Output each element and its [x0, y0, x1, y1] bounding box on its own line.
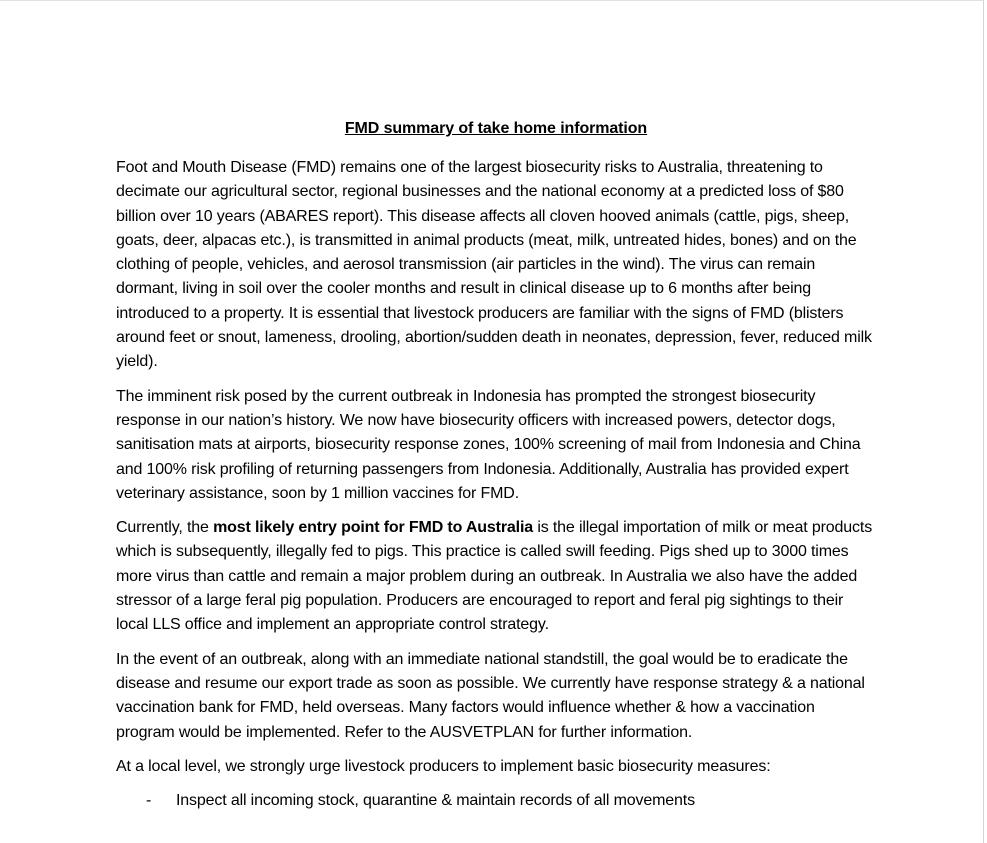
paragraph — [116, 516, 876, 637]
paragraph-text: At a local level, we strongly urge livestock producers to implement basic biosecurity measures: — [116, 757, 771, 775]
paragraph — [116, 156, 876, 375]
list-item-text: Inspect all incoming stock, quarantine & maintain records of all movements — [176, 792, 695, 810]
paragraph-text: Currently, the — [116, 519, 214, 537]
document-body — [116, 118, 876, 813]
paragraph — [116, 648, 876, 745]
bullet-list — [116, 789, 876, 813]
bullet-marker: - — [146, 792, 152, 810]
list-item — [116, 789, 876, 813]
paragraph — [116, 755, 876, 779]
paragraph — [116, 385, 876, 506]
paragraph-text: In the event of an outbreak, along with an immediate national standstill, the goal would be to eradicate the disease and resume our export trade as soon as possible. We currently have response strategy & a national vaccination bank for FMD, held overseas. Many factors would influence whether & how a vaccination program would be implemented. Refer to the AUSVETPLAN for further information. — [116, 650, 865, 741]
bold-text: most likely entry point for FMD to Australia — [213, 519, 534, 537]
paragraph-text: The imminent risk posed by the current outbreak in Indonesia has prompted the strongest biosecurity response in our nation’s history. We now have biosecurity officers with increased powers, detector dogs, sanitisation mats at airports, biosecurity response zones, 100% screening of mail from Indonesia and China and 100% risk profiling of returning passengers from Indonesia. Additionally, Australia has provided expert veterinary assistance, soon by 1 million vaccines for FMD. — [116, 387, 861, 502]
paragraph-text: Foot and Mouth Disease (FMD) remains one of the largest biosecurity risks to Australia, threatening to decimate our agricultural sector, regional businesses and the national economy at a predicted loss of $80 billion over 10 years (ABARES report). This disease affects all cloven hooved animals (cattle, pigs, sheep, goats, deer, alpacas etc.), is transmitted in animal products (meat, milk, untreated hides, bones) and on the clothing of people, vehicles, and aerosol transmission (air particles in the wind). The virus can remain dormant, living in soil over the cooler months and result in clinical disease up to 6 months after being introduced to a property. It is essential that livestock producers are familiar with the signs of FMD (blisters around feet or snout, lameness, drooling, abortion/sudden death in neonates, depression, fever, reduced milk yield). — [116, 159, 872, 371]
paragraph-text: is the illegal importation of milk or meat products which is subsequently, illegally fed to pigs. This practice is called swill feeding. Pigs shed up to 3000 times more virus than cattle and remain a major problem during an outbreak. In Australia we also have the added stressor of a large feral pig population. Producers are encouraged to report and feral pig sightings to their local LLS office and implement an appropriate control strategy. — [116, 519, 873, 634]
document-title: FMD summary of take home information — [344, 120, 648, 137]
